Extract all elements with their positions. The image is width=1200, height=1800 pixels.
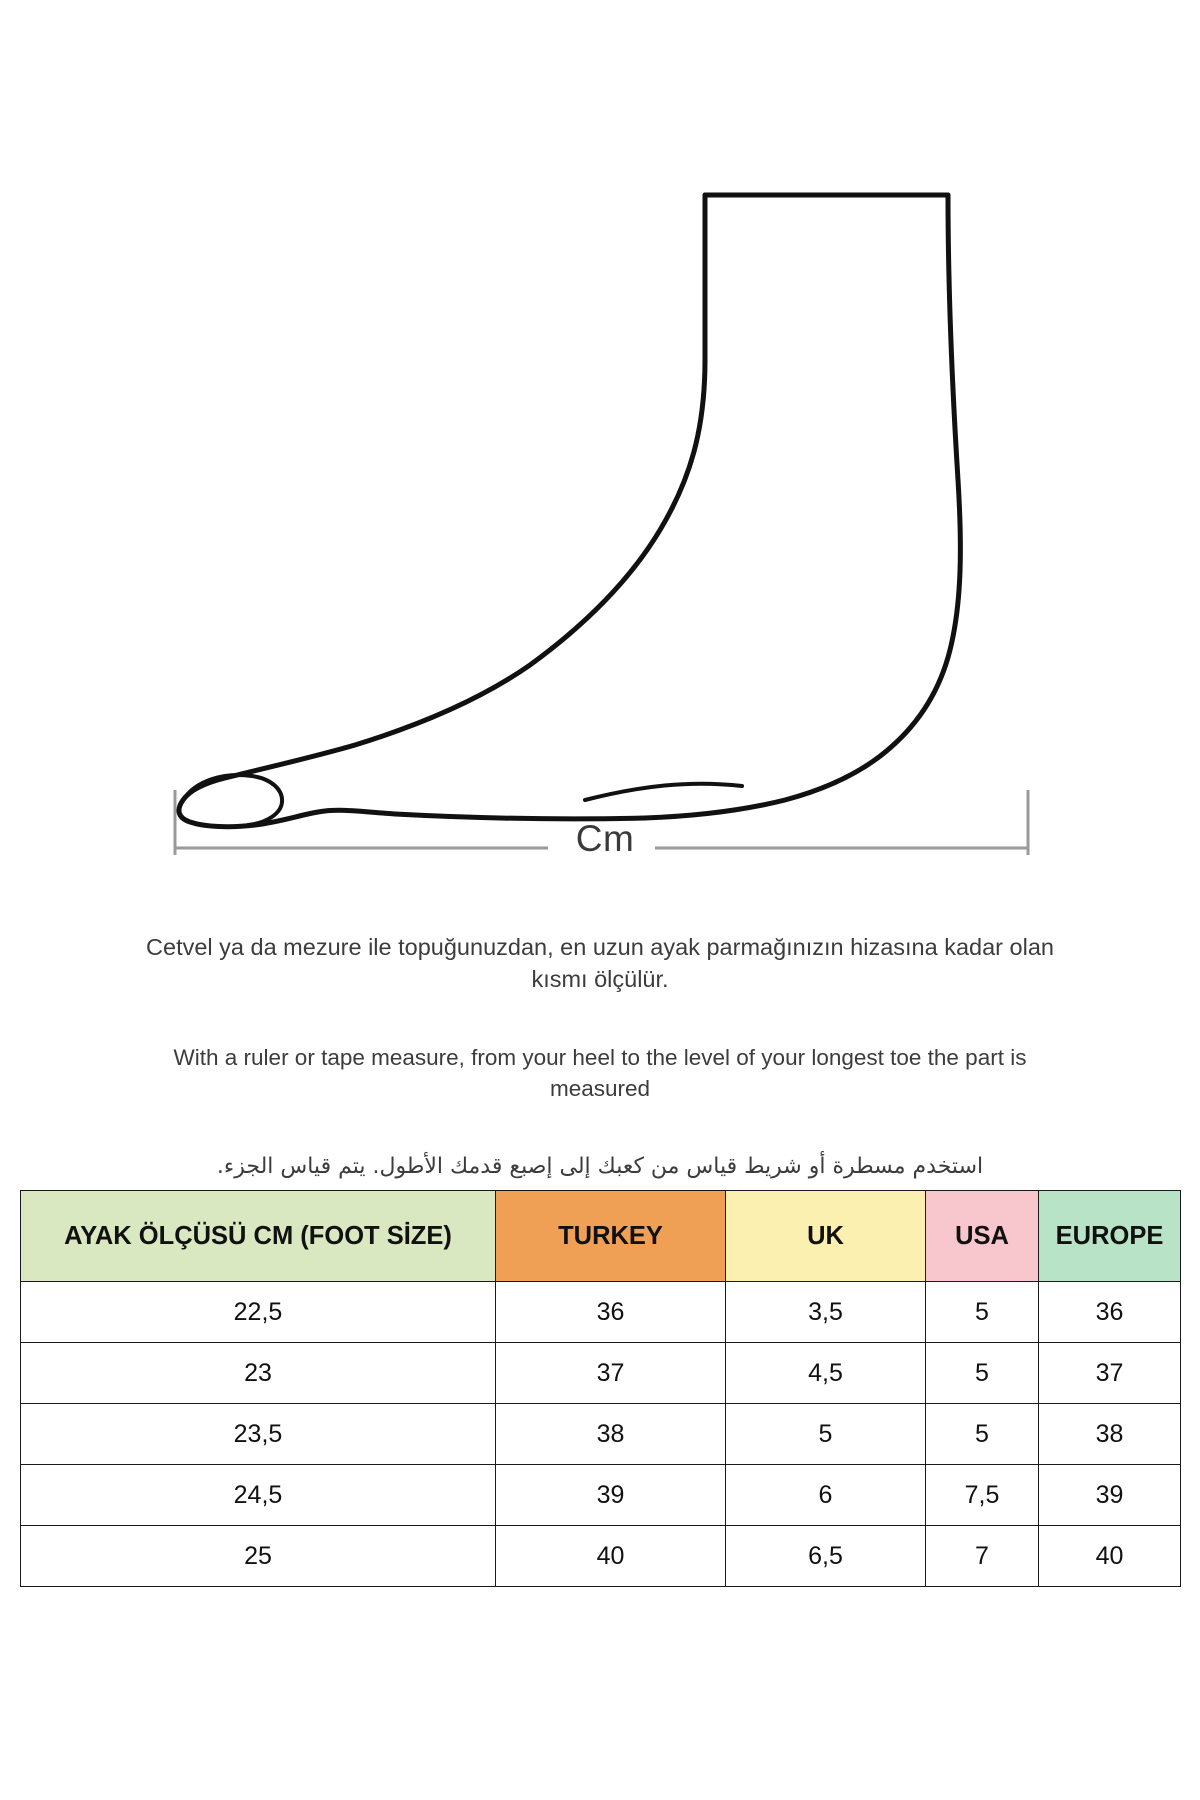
instruction-english: With a ruler or tape measure, from your heel to the level of your longest toe the part is measured <box>173 1045 1027 1101</box>
cell-europe: 38 <box>1039 1404 1181 1465</box>
cell-usa: 7,5 <box>926 1465 1039 1526</box>
cell-europe: 40 <box>1039 1526 1181 1587</box>
instruction-arabic: استخدم مسطرة أو شريط قياس من كعبك إلى إصبع قدمك الأطول. يتم قياس الجزء. <box>216 1154 984 1180</box>
cell-foot-size: 23,5 <box>21 1404 496 1465</box>
cell-uk: 6,5 <box>726 1526 926 1587</box>
cell-turkey: 40 <box>496 1526 726 1587</box>
cell-turkey: 36 <box>496 1282 726 1343</box>
cell-turkey: 39 <box>496 1465 726 1526</box>
cell-turkey: 37 <box>496 1343 726 1404</box>
cm-measure-label: Cm <box>575 818 635 859</box>
cell-uk: 4,5 <box>726 1343 926 1404</box>
size-conversion-table-wrap <box>0 1190 1200 1587</box>
column-header-usa: USA <box>926 1191 1039 1282</box>
table-row <box>21 1465 1181 1526</box>
column-header-turkey: TURKEY <box>496 1191 726 1282</box>
cell-foot-size: 23 <box>21 1343 496 1404</box>
table-row <box>21 1343 1181 1404</box>
table-row <box>21 1404 1181 1465</box>
cell-europe: 37 <box>1039 1343 1181 1404</box>
cell-usa: 5 <box>926 1282 1039 1343</box>
cell-uk: 6 <box>726 1465 926 1526</box>
cell-foot-size: 22,5 <box>21 1282 496 1343</box>
column-header-uk: UK <box>726 1191 926 1282</box>
table-header-row <box>21 1191 1181 1282</box>
cell-foot-size: 24,5 <box>21 1465 496 1526</box>
cell-uk: 3,5 <box>726 1282 926 1343</box>
size-conversion-table <box>20 1190 1181 1587</box>
table-row <box>21 1526 1181 1587</box>
cell-europe: 36 <box>1039 1282 1181 1343</box>
instructions-block <box>0 932 1200 1183</box>
cell-usa: 5 <box>926 1404 1039 1465</box>
cell-europe: 39 <box>1039 1465 1181 1526</box>
cell-turkey: 38 <box>496 1404 726 1465</box>
cell-usa: 5 <box>926 1343 1039 1404</box>
instruction-turkish: Cetvel ya da mezure ile topuğunuzdan, en uzun ayak parmağınızın hizasına kadar olan kısmı ölçülür. <box>146 934 1054 992</box>
column-header-europe: EUROPE <box>1039 1191 1181 1282</box>
cell-foot-size: 25 <box>21 1526 496 1587</box>
table-row <box>21 1282 1181 1343</box>
cell-usa: 7 <box>926 1526 1039 1587</box>
cell-uk: 5 <box>726 1404 926 1465</box>
column-header-foot-size: AYAK ÖLÇÜSÜ CM (FOOT SİZE) <box>21 1191 496 1282</box>
